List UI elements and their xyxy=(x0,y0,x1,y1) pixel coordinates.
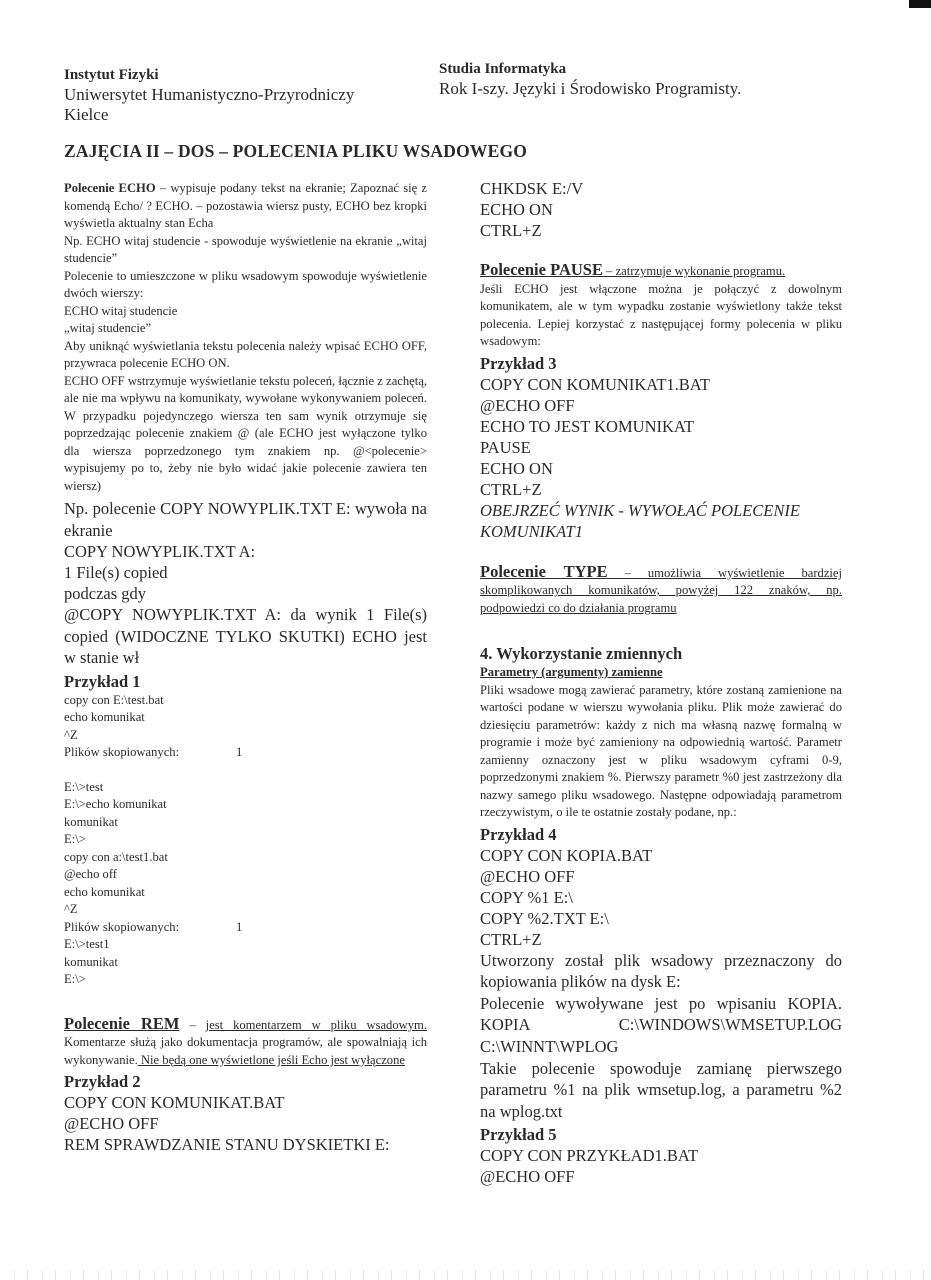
code-line: ECHO TO JEST KOMUNIKAT xyxy=(480,416,695,436)
example-3-note: OBEJRZEĆ WYNIK - WYWOŁAĆ POLECENIE KOMUNIKAT1 xyxy=(480,500,800,542)
copy-example-line: COPY NOWYPLIK.TXT A: xyxy=(64,542,256,562)
section-4-subheading: Parametry (argumenty) zamienne xyxy=(480,665,663,680)
scan-mark xyxy=(909,0,931,8)
example-2-heading: Przykład 2 xyxy=(64,1072,141,1092)
code-line: CTRL+Z xyxy=(480,929,542,949)
code-line: Plików skopiowanych: 1 xyxy=(64,745,243,760)
code-line: komunikat xyxy=(64,814,118,829)
right-column xyxy=(480,178,842,1187)
code-line: echo komunikat xyxy=(64,710,145,725)
example-5-heading: Przykład 5 xyxy=(480,1125,557,1145)
code-line: REM SPRAWDZANIE STANU DYSKIETKI E: xyxy=(64,1135,390,1155)
city: Kielce xyxy=(64,105,109,124)
echo-batch-note: Polecenie to umieszczone w pliku wsadowym spowoduje wyświetlenie dwóch wierszy: xyxy=(64,268,427,300)
code-line: ^Z xyxy=(64,902,78,917)
code-line: E:\>test1 xyxy=(64,937,110,952)
code-line: copy con E:\test.bat xyxy=(64,692,164,707)
section-4-heading: 4. Wykorzystanie zmiennych xyxy=(480,644,683,664)
code-line: PAUSE xyxy=(480,437,531,457)
rem-paragraph: Polecenie REM – jest komentarzem w pliku wsadowym. Komentarze służą jako dokumentacja programów, ale spowalniają ich wykonywanie. Nie będą one wyświetlone jeśli Echo jest wyłączone xyxy=(64,1013,427,1067)
code-line: @ECHO OFF xyxy=(480,395,575,415)
type-paragraph: Polecenie TYPE – umożliwia wyświetlenie bardziej skomplikowanych komunikatów, powyżej 122 znaków, np. podpowiedzi co do działania programu xyxy=(480,561,842,615)
code-line: CHKDSK E:/V xyxy=(480,179,584,198)
institution-header xyxy=(64,64,354,125)
university-name: Uniwersytet Humanistyczno-Przyrodniczy xyxy=(64,85,355,104)
code-line: COPY %2.TXT E:\ xyxy=(480,908,609,928)
code-line: @echo off xyxy=(64,867,117,882)
example-4-text: Utworzony został plik wsadowy przeznaczony do kopiowania plików na dysk E: xyxy=(480,950,842,992)
rem-heading: Polecenie REM xyxy=(64,1013,180,1033)
course-name: Rok I-szy. Języki i Środowisko Programisty. xyxy=(439,79,742,98)
code-line: @ECHO OFF xyxy=(480,1167,575,1187)
code-line: COPY CON KOMUNIKAT1.BAT xyxy=(480,374,710,394)
pause-description: Jeśli ECHO jest włączone można je połączyć z dowolnym komunikatem, ale w tym wypadku zostanie wyświetlony także tekst polecenia. Lepiej korzystać z następującej formy polecenia w pliku wsadowym: xyxy=(480,281,842,348)
example-1-code xyxy=(64,692,427,989)
copy-example-line: podczas gdy xyxy=(64,584,147,604)
code-line: @ECHO OFF xyxy=(64,1114,159,1134)
copy-example-paragraph: Np. polecenie COPY NOWYPLIK.TXT E: wywoła na ekranie xyxy=(64,499,427,540)
code-line: COPY CON KOMUNIKAT.BAT xyxy=(64,1093,285,1113)
code-line: E:\>test xyxy=(64,779,104,794)
field-of-study: Studia Informatyka xyxy=(439,61,567,77)
copy-example-line: 1 File(s) copied xyxy=(64,563,168,583)
code-line: echo komunikat xyxy=(64,884,145,899)
example-4-text: Takie polecenie spowoduje zamianę pierwszego parametru %1 na plik wmsetup.log, a parametru %2 na wplog.txt xyxy=(480,1058,842,1121)
type-heading: Polecenie TYPE xyxy=(480,561,608,581)
left-column xyxy=(64,180,427,1156)
code-line: E:\> xyxy=(64,832,86,847)
pause-intro: Polecenie PAUSE – zatrzymuje wykonanie programu. xyxy=(480,260,786,279)
code-line: ECHO ON xyxy=(480,200,553,219)
example-4-heading: Przykład 4 xyxy=(480,824,557,844)
pause-heading: Polecenie PAUSE xyxy=(480,260,603,279)
example-1-heading: Przykład 1 xyxy=(64,671,141,691)
echo-intro: Polecenie ECHO – wypisuje podany tekst na ekranie; Zapoznać się z komendą Echo/ ? ECHO. – pozostawia wiersz pusty, ECHO bez kropki wyświetla aktualny stan Echa xyxy=(64,181,427,230)
code-line: E:\>echo komunikat xyxy=(64,797,167,812)
institute-name: Instytut Fizyki xyxy=(64,67,159,83)
course-header xyxy=(439,58,741,99)
code-line: @ECHO OFF xyxy=(480,866,575,886)
code-line: COPY CON PRZYKŁAD1.BAT xyxy=(480,1146,699,1166)
echo-example: Np. ECHO witaj studencie - spowoduje wyświetlenie na ekranie „witaj studencie” xyxy=(64,233,427,265)
code-line: komunikat xyxy=(64,954,118,969)
code-line: E:\> xyxy=(64,972,86,987)
code-line: ^Z xyxy=(64,727,78,742)
echo-line: „witaj studencie” xyxy=(64,321,152,335)
echo-line: ECHO witaj studencie xyxy=(64,303,178,318)
code-line: COPY CON KOPIA.BAT xyxy=(480,845,653,865)
code-line: copy con a:\test1.bat xyxy=(64,849,168,864)
code-line: CTRL+Z xyxy=(480,221,542,240)
echo-heading: Polecenie ECHO xyxy=(64,181,156,195)
code-line: ECHO ON xyxy=(480,458,553,478)
page-title: ZAJĘCIA II – DOS – POLECENIA PLIKU WSADOWEGO xyxy=(64,141,528,161)
example-4-text: Polecenie wywoływane jest po wpisaniu KOPIA. KOPIA C:\WINDOWS\WMSETUP.LOG C:\WINNT\WPLOG xyxy=(480,993,842,1057)
code-line: Plików skopiowanych: 1 xyxy=(64,919,243,934)
scan-edge xyxy=(0,1270,931,1280)
code-line: COPY %1 E:\ xyxy=(480,887,573,907)
example-3-heading: Przykład 3 xyxy=(480,353,557,373)
echo-off-note: Aby uniknąć wyświetlania tekstu polecenia należy wpisać ECHO OFF, przywraca polecenie ECHO ON. xyxy=(64,338,427,370)
echo-off-explanation: ECHO OFF wstrzymuje wyświetlanie tekstu poleceń, łącznie z zachętą, ale nie ma wpływu na komunikaty, wywołane wykonywaniem poleceń. W przypadku pojedynczego wiersza ten sam wynik otrzymuje się poprzedzając polecenie znakiem @ (ale ECHO jest wyłączone tylko dla wiersza poprzedzonego tym znakiem np. @<polecenie> wypisujemy po to, żeby nie było widać jakie polecenie zawiera ten wiersz) xyxy=(64,373,427,493)
section-4-text: Pliki wsadowe mogą zawierać parametry, które zostaną zamienione na wartości podane w wierszu wywołania pliku. Plik może zawierać do dziesięciu parametrów: każdy z nich ma własną nazwę formalną w programie i może być zamieniony na odpowiednią wartość. Parametr zamienny oznaczony jest w pliku wsadowym cyframi 0-9, poprzedzonymi znakiem %. Pierwszy parametr %0 jest zastrzeżony dla nazwy samego pliku wsadowego. Następne odpowiadają parametrom rzeczywistym, o ile te ostatnie zostały podane, np.: xyxy=(480,682,842,820)
code-line: CTRL+Z xyxy=(480,479,542,499)
copy-example-result: @COPY NOWYPLIK.TXT A: da wynik 1 File(s) copied (WIDOCZNE TYLKO SKUTKI) ECHO jest w stanie wł xyxy=(64,605,427,668)
